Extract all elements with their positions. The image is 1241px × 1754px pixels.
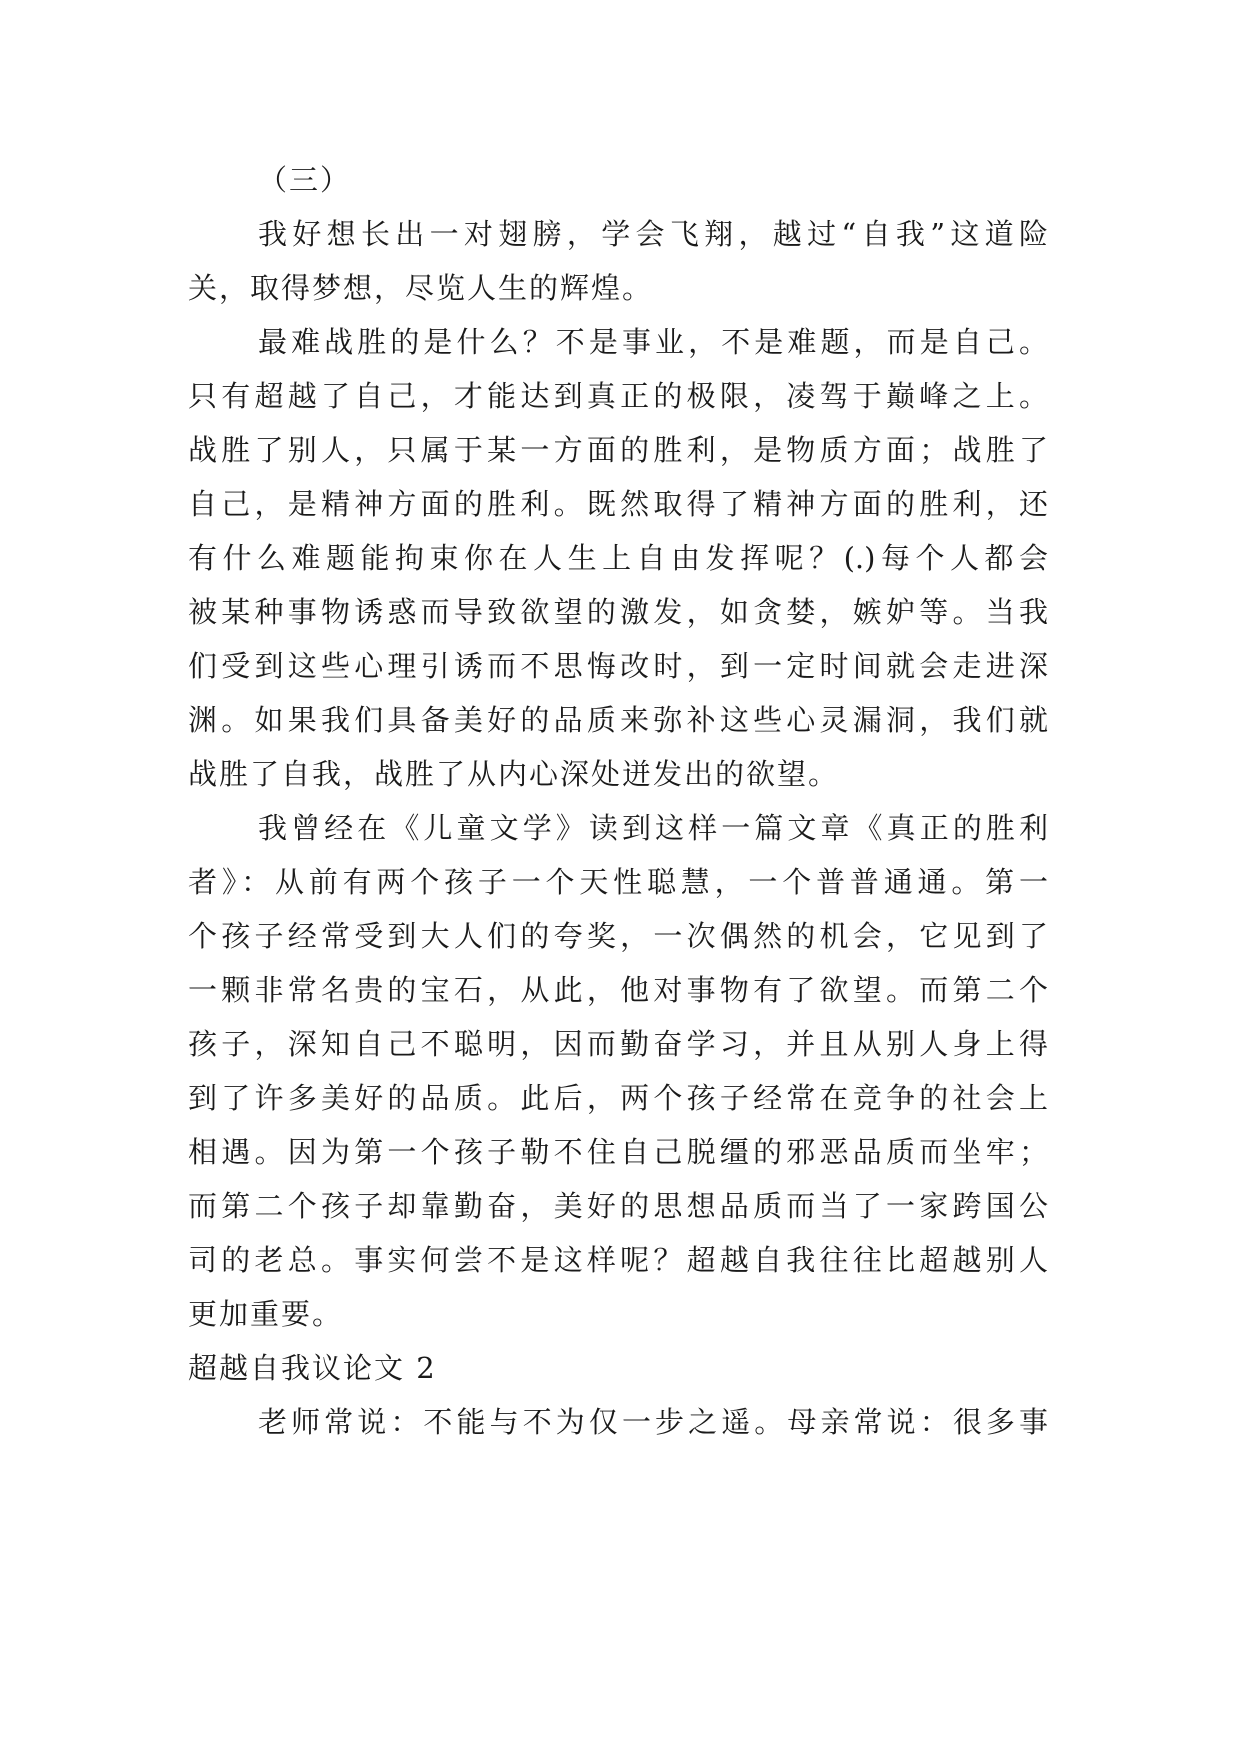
paragraph-line: 而第二个孩子却靠勤奋，美好的思想品质而当了一家跨国公: [188, 1189, 1048, 1223]
paragraph-line: 渊。如果我们具备美好的品质来弥补这些心灵漏洞，我们就: [188, 703, 1048, 737]
paragraph-line: 关，取得梦想，尽览人生的辉煌。: [188, 271, 654, 305]
paragraph-line: 一颗非常名贵的宝石，从此，他对事物有了欲望。而第二个: [188, 973, 1048, 1007]
section-title: 超越自我议论文 2: [188, 1351, 437, 1385]
paragraph-line: 最难战胜的是什么？不是事业，不是难题，而是自己。: [258, 325, 1048, 359]
paragraph-line: 相遇。因为第一个孩子勒不住自己脱缰的邪恶品质而坐牢；: [188, 1135, 1048, 1169]
paragraph-line: 有什么难题能拘束你在人生上自由发挥呢？(.)每个人都会: [188, 541, 1048, 575]
paragraph-line: 只有超越了自己，才能达到真正的极限，凌驾于巅峰之上。: [188, 379, 1048, 413]
paragraph-line: 更加重要。: [188, 1297, 344, 1331]
paragraph-line: 我曾经在《儿童文学》读到这样一篇文章《真正的胜利: [258, 811, 1048, 845]
paragraph-line: 自己，是精神方面的胜利。既然取得了精神方面的胜利，还: [188, 487, 1048, 521]
paragraph-line: 者》：从前有两个孩子一个天性聪慧，一个普普通通。第一: [188, 865, 1048, 899]
paragraph-line: 我好想长出一对翅膀，学会飞翔，越过“自我”这道险: [258, 217, 1048, 251]
paragraph-line: 司的老总。事实何尝不是这样呢？超越自我往往比超越别人: [188, 1243, 1048, 1277]
section-marker: （三）: [258, 163, 352, 197]
paragraph-line: 到了许多美好的品质。此后，两个孩子经常在竞争的社会上: [188, 1081, 1048, 1115]
paragraph-line: 老师常说：不能与不为仅一步之遥。母亲常说：很多事: [258, 1405, 1048, 1439]
paragraph-line: 们受到这些心理引诱而不思悔改时，到一定时间就会走进深: [188, 649, 1048, 683]
paragraph-line: 被某种事物诱惑而导致欲望的激发，如贪婪，嫉妒等。当我: [188, 595, 1048, 629]
paragraph-line: 孩子，深知自己不聪明，因而勤奋学习，并且从别人身上得: [188, 1027, 1048, 1061]
paragraph-line: 个孩子经常受到大人们的夸奖，一次偶然的机会，它见到了: [188, 919, 1048, 953]
paragraph-line: 战胜了别人，只属于某一方面的胜利，是物质方面；战胜了: [188, 433, 1048, 467]
paragraph-line: 战胜了自我，战胜了从内心深处迸发出的欲望。: [188, 757, 840, 791]
